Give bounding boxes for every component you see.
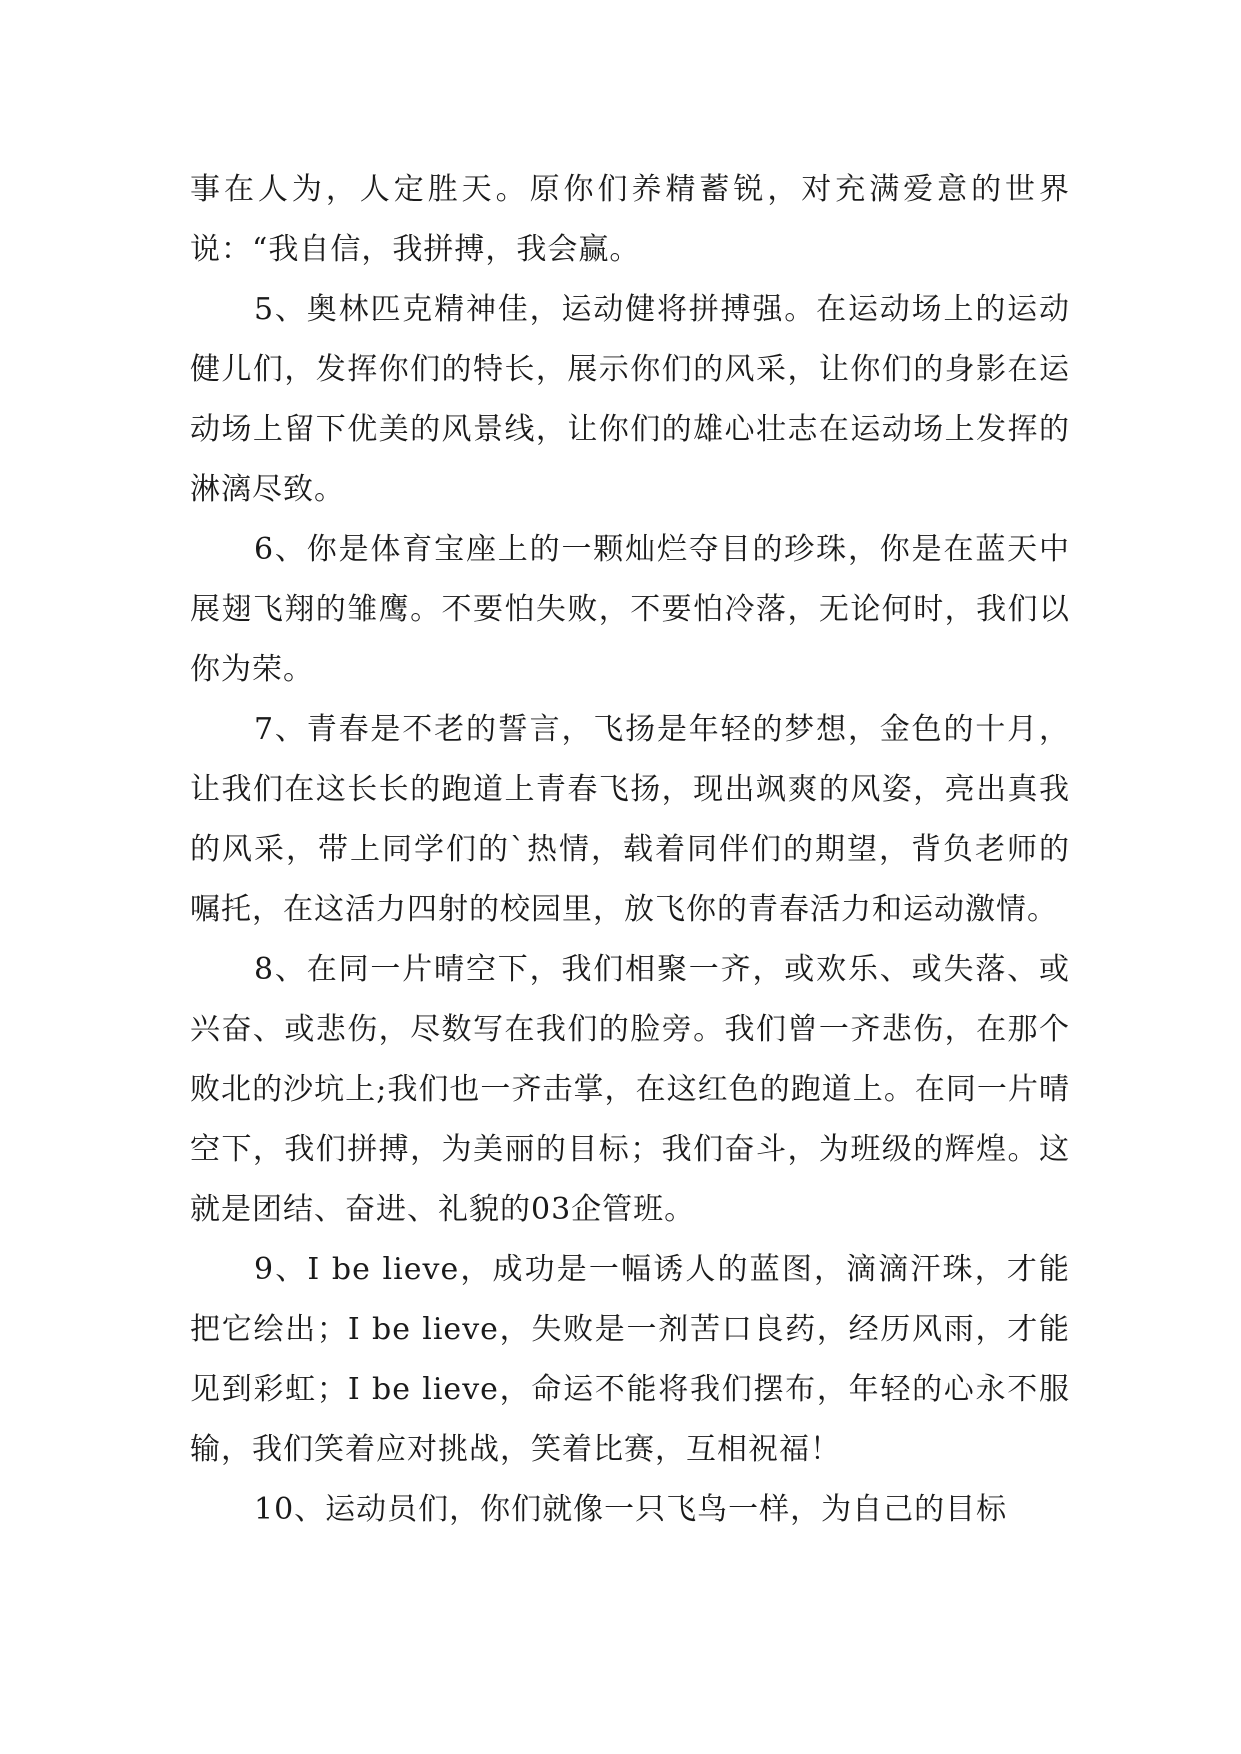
- document-body: [190, 160, 1070, 1540]
- paragraph-item-5: 5、奥林匹克精神佳，运动健将拼搏强。在运动场上的运动健儿们，发挥你们的特长，展示你们的风采，让你们的身影在运动场上留下优美的风景线，让你们的雄心壮志在运动场上发挥的淋漓尽致。: [190, 292, 1070, 507]
- paragraph-item-9: 9、I be lieve，成功是一幅诱人的蓝图，滴滴汗珠，才能把它绘出；I be lieve，失败是一剂苦口良药，经历风雨，才能见到彩虹；I be lieve，命运不能将我们摆布，年轻的心永不服输，我们笑着应对挑战，笑着比赛，互相祝福！: [190, 1252, 1070, 1467]
- paragraph-item-6: 6、你是体育宝座上的一颗灿烂夺目的珍珠，你是在蓝天中展翅飞翔的雏鹰。不要怕失败，不要怕冷落，无论何时，我们以你为荣。: [190, 532, 1070, 687]
- paragraph-item-7: 7、青春是不老的誓言，飞扬是年轻的梦想，金色的十月，让我们在这长长的跑道上青春飞扬，现出飒爽的风姿，亮出真我的风采，带上同学们的`热情，载着同伴们的期望，背负老师的嘱托，在这活力四射的校园里，放飞你的青春活力和运动激情。: [190, 712, 1070, 927]
- paragraph-item-8: 8、在同一片晴空下，我们相聚一齐，或欢乐、或失落、或兴奋、或悲伤，尽数写在我们的脸旁。我们曾一齐悲伤，在那个败北的沙坑上;我们也一齐击掌，在这红色的跑道上。在同一片晴空下，我们拼搏，为美丽的目标；我们奋斗，为班级的辉煌。这就是团结、奋进、礼貌的03企管班。: [190, 952, 1070, 1227]
- paragraph-continued: 事在人为，人定胜天。原你们养精蓄锐，对充满爱意的世界说：“我自信，我拼搏，我会赢。: [190, 172, 1070, 267]
- paragraph-item-10: 10、运动员们，你们就像一只飞鸟一样，为自己的目标: [254, 1492, 1008, 1527]
